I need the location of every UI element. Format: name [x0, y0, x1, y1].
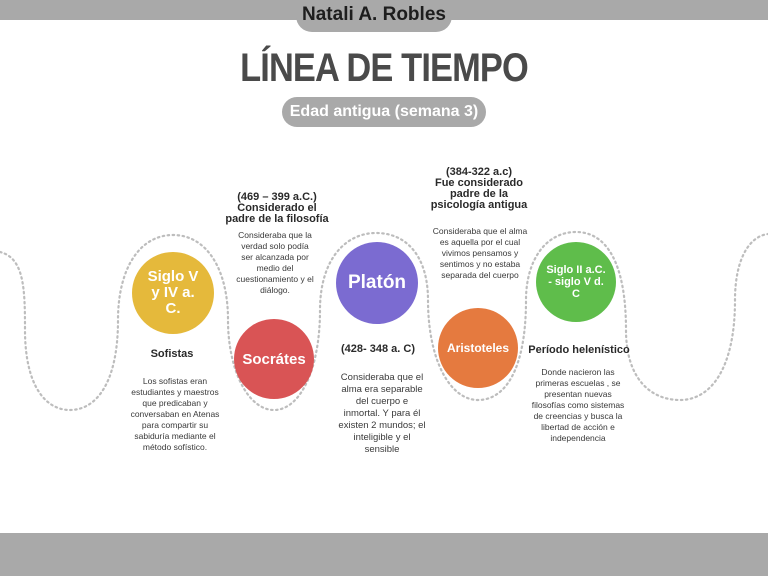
- author-name: Natali A. Robles: [296, 0, 452, 32]
- platon-node-label: Platón: [347, 272, 407, 293]
- sofistas-node-label: Siglo V y IV a. C.: [147, 268, 199, 317]
- bottom-bar: [0, 533, 768, 576]
- socrates-text: Consideraba que la verdad solo podía ser alcanzada por medio del cuestionamiento y el diálogo.: [236, 230, 314, 295]
- aristoteles-heading-1: Fue considerado: [434, 177, 524, 189]
- platon-dates: (428- 348 a. C): [341, 343, 415, 355]
- sofistas-node: [132, 252, 214, 334]
- helenistico-text: Donde nacieron las primeras escuelas , se presentan nuevas filosofías como sistemas de creencias y busca la libertad de acción e independencia: [531, 367, 625, 443]
- aristoteles-heading-2: padre de la: [449, 188, 509, 200]
- page-title: LÍNEA DE TIEMPO: [240, 46, 528, 90]
- socrates-node: [234, 319, 314, 399]
- sofistas-text: Los sofistas eran estudiantes y maestros que predicaban y conversaban en Atenas para compartir su sabiduría mediante el método sofístico.: [130, 376, 220, 452]
- aristoteles-heading-3: psicología antigua: [430, 199, 528, 211]
- socrates-dates: (469 – 399 a.C.): [237, 191, 317, 203]
- sofistas-heading: Sofistas: [150, 348, 194, 360]
- socrates-heading-2: padre de la filosofía: [225, 213, 329, 225]
- helenistico-node-label: Siglo II a.C. - siglo V d. C: [546, 264, 606, 300]
- aristoteles-text: Consideraba que el alma es aquella por el cual vivimos pensamos y sentimos y no estaba separada del cuerpo: [432, 226, 528, 280]
- subtitle-pill: Edad antigua (semana 3): [282, 97, 486, 127]
- socrates-node-label: Socrátes: [242, 350, 306, 368]
- platon-text: Consideraba que el alma era separable del cuerpo e inmortal. Y para él existen 2 mundos; el inteligible y el sensible: [338, 372, 426, 455]
- socrates-heading-1: Considerado el: [237, 202, 317, 214]
- helenistico-node: [536, 242, 616, 322]
- platon-node: [336, 242, 418, 324]
- aristoteles-node-label: Aristoteles: [446, 341, 510, 355]
- aristoteles-dates: (384-322 a.c): [445, 166, 513, 178]
- helenistico-heading: Período helenístico: [528, 344, 630, 356]
- aristoteles-node: [438, 308, 518, 388]
